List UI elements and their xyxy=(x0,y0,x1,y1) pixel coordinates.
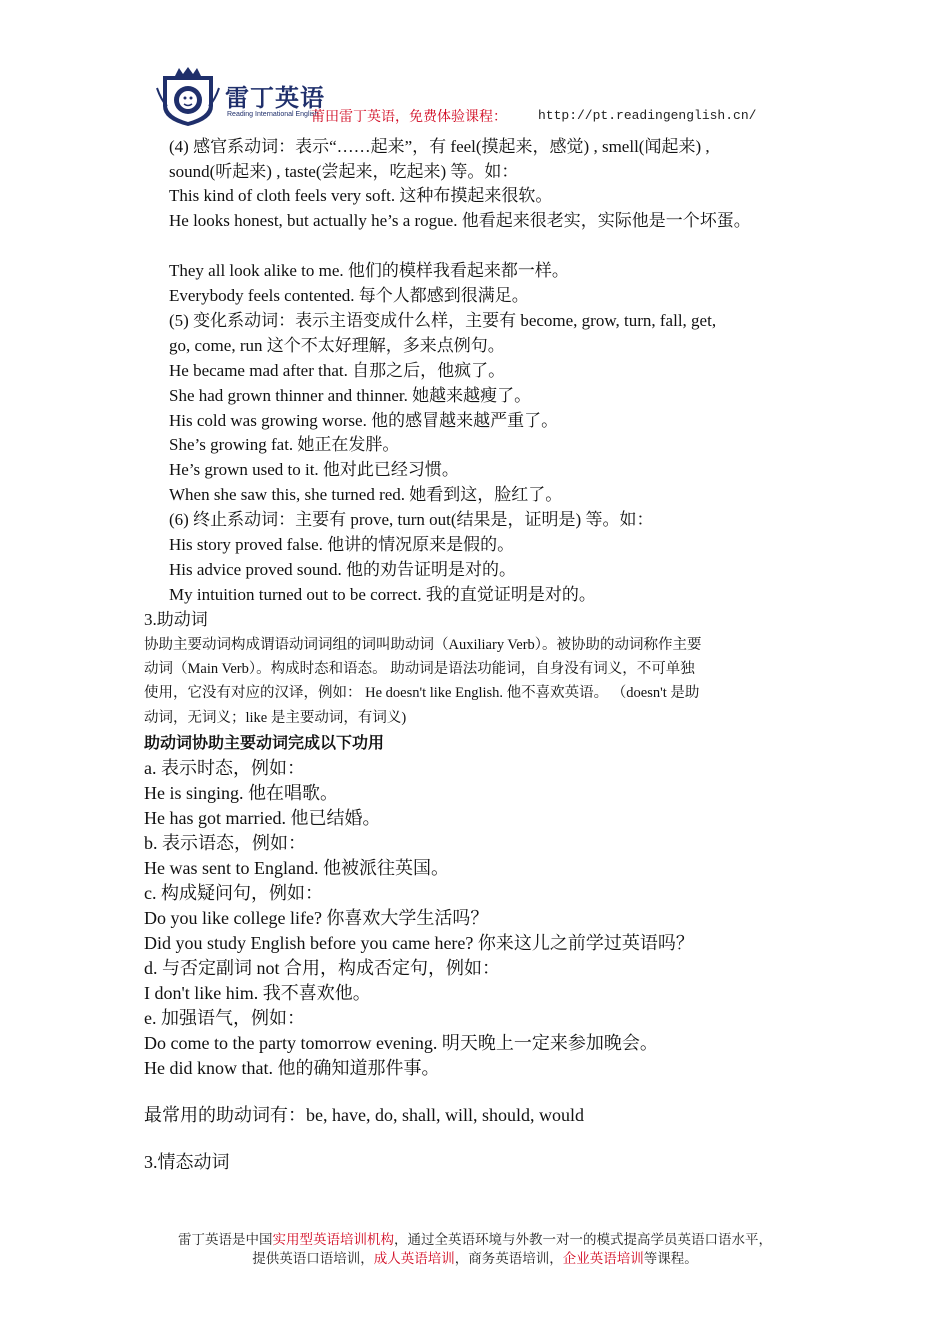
footer-line-2 xyxy=(0,1249,950,1268)
footer-text: 雷丁英语是中国 xyxy=(178,1232,273,1247)
footer-text: ，通过全英语环境与外教一对一的模式提高学员英语口语水平， xyxy=(394,1232,772,1247)
brand-name: 雷丁英语 xyxy=(225,84,325,112)
text-line: 使用，它没有对应的汉译，例如： He doesn't like English. 他不喜欢英语。 （doesn't 是助 xyxy=(144,685,700,701)
footer-line-1 xyxy=(0,1230,950,1249)
text-line: He is singing. 他在唱歌。 xyxy=(144,783,339,803)
section-heading: 3.情态动词 xyxy=(144,1152,230,1172)
text-line: This kind of cloth feels very soft. 这种布摸起来很软。 xyxy=(169,186,553,205)
lion-crest-icon xyxy=(155,66,221,128)
text-line: She had grown thinner and thinner. 她越来越瘦了。 xyxy=(169,386,532,405)
footer-text: 等课程。 xyxy=(643,1251,698,1266)
text-line: She’s growing fat. 她正在发胖。 xyxy=(169,435,400,454)
footer-text: ，商务英语培训， xyxy=(454,1251,563,1266)
header-url[interactable]: http://pt.readingenglish.cn/ xyxy=(538,108,757,123)
text-line: Did you study English before you came here? 你来这儿之前学过英语吗？ xyxy=(144,933,694,953)
text-line: His cold was growing worse. 他的感冒越来越严重了。 xyxy=(169,411,559,430)
text-line: go, come, run 这个不太好理解，多来点例句。 xyxy=(169,336,505,355)
text-line: He was sent to England. 他被派往英国。 xyxy=(144,858,449,878)
text-line: He has got married. 他已结婚。 xyxy=(144,808,381,828)
text-line: When she saw this, she turned red. 她看到这，脸红了。 xyxy=(169,485,563,504)
text-line: e. 加强语气，例如： xyxy=(144,1008,305,1028)
text-line: b. 表示语态，例如： xyxy=(144,833,306,853)
section-heading: 3.助动词 xyxy=(144,610,208,629)
text-line: My intuition turned out to be correct. 我的直觉证明是对的。 xyxy=(169,585,596,604)
bold-heading: 助动词协助主要动词完成以下功用 xyxy=(144,733,385,752)
text-line: a. 表示时态，例如： xyxy=(144,758,305,778)
text-line: Everybody feels contented. 每个人都感到很满足。 xyxy=(169,286,529,305)
text-line: 动词（Main Verb）。构成时态和语态。 助动词是语法功能词，自身没有词义，不可单独 xyxy=(144,661,695,677)
text-line: 动词，无词义；like 是主要动词，有词义) xyxy=(144,710,407,726)
footer-link[interactable]: 企业英语培训 xyxy=(562,1251,644,1266)
text-line: c. 构成疑问句，例如： xyxy=(144,883,323,903)
text-line: 协助主要动词构成谓语动词词组的词叫助动词（Auxiliary Verb）。被协助的动词称作主要 xyxy=(144,637,702,653)
footer-link[interactable]: 实用型英语培训机构 xyxy=(272,1232,394,1247)
text-line: He did know that. 他的确知道那件事。 xyxy=(144,1058,440,1078)
text-line: Do come to the party tomorrow evening. 明天晚上一定来参加晚会。 xyxy=(144,1033,658,1053)
text-line: His advice proved sound. 他的劝告证明是对的。 xyxy=(169,560,517,579)
text-line: Do you like college life? 你喜欢大学生活吗？ xyxy=(144,908,489,928)
text-line: He became mad after that. 自那之后，他疯了。 xyxy=(169,361,506,380)
text-line: He looks honest, but actually he’s a rogue. 他看起来很老实，实际他是一个坏蛋。 xyxy=(169,211,751,230)
text-line: They all look alike to me. 他们的模样我看起来都一样。 xyxy=(169,261,569,280)
text-line: 最常用的助动词有：be, have, do, shall, will, should, would xyxy=(144,1105,584,1125)
brand-subtitle: Reading International English xyxy=(227,111,319,118)
text-line: (5) 变化系动词：表示主语变成什么样，主要有 become, grow, turn, fall, get, xyxy=(169,311,717,330)
text-line: (6) 终止系动词：主要有 prove, turn out(结果是，证明是) 等。如： xyxy=(169,510,654,529)
text-line: I don't like him. 我不喜欢他。 xyxy=(144,983,371,1003)
page-header xyxy=(155,66,855,132)
footer-text: 提供英语口语培训， xyxy=(252,1251,374,1266)
header-tagline: 莆田雷丁英语，免费体验课程： xyxy=(311,109,507,125)
text-line: sound(听起来) , taste(尝起来，吃起来) 等。如： xyxy=(169,162,519,181)
text-line: d. 与否定副词 not 合用，构成否定句，例如： xyxy=(144,958,500,978)
text-line: He’s grown used to it. 他对此已经习惯。 xyxy=(169,460,459,479)
page-footer xyxy=(0,1230,950,1268)
footer-link[interactable]: 成人英语培训 xyxy=(373,1251,455,1266)
text-line: His story proved false. 他讲的情况原来是假的。 xyxy=(169,535,515,554)
text-line: (4) 感官系动词：表示“……起来”，有 feel(摸起来，感觉) , smell(闻起来) , xyxy=(169,137,710,156)
